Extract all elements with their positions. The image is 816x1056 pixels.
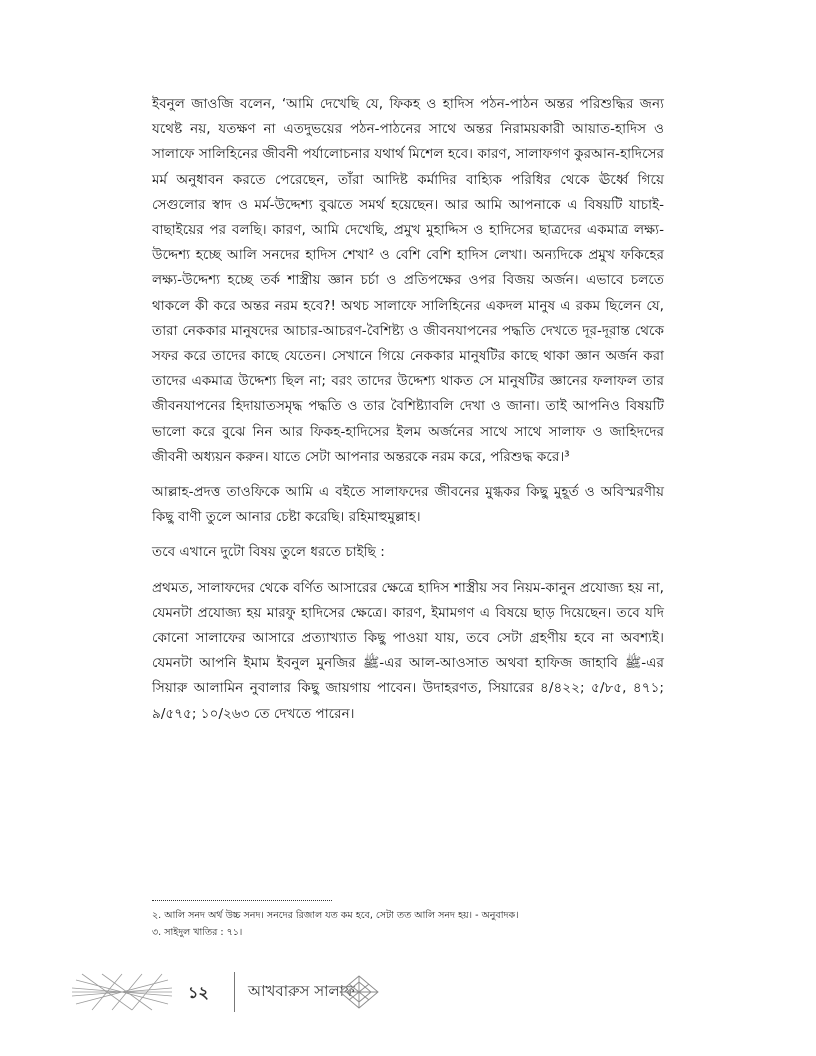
main-text (152, 92, 664, 727)
footer-divider (234, 972, 235, 1012)
footnotes (152, 900, 664, 941)
page-footer (0, 962, 816, 1022)
footnote-2: ২. আলি সনদ অর্থ উচ্চ সনদ। সনদের রিজাল যত কম হবে, সেটা তত আলি সনদ হয়। - অনুবাদক। (152, 910, 519, 921)
decorative-lines-icon (72, 970, 172, 1014)
paragraph-2: আল্লাহ-প্রদত্ত তাওফিকে আমি এ বইতে সালাফদের জীবনের মুগ্ধকর কিছু মুহূর্ত ও অবিস্মরণীয় কিছু বাণী তুলে আনার চেষ্টা করেছি। রহিমাহুমুল্লাহ। (152, 484, 664, 526)
footnote-divider (152, 900, 332, 901)
paragraph-1: ইবনুল জাওজি বলেন, ‘আমি দেখেছি যে, ফিকহ ও হাদিস পঠন-পাঠন অন্তর পরিশুদ্ধির জন্য যথেষ্ট নয়, যতক্ষণ না এতদুভয়ের পঠন-পাঠনের সাথে অন্তর নিরাময়কারী আয়াত-হাদিস ও সালাফে সালিহিনের জীবনী পর্যালোচনার যথার্থ মিশেল হবে। কারণ, সালাফগণ কুরআন-হাদিসের মর্ম অনুধাবন করতে পেরেছেন, তাঁরা আদিষ্ট কর্মাদির বাহ্যিক পরিধির থেকে ঊর্ধ্বে গিয়ে সেগুলোর স্বাদ ও মর্ম-উদ্দেশ্য বুঝতে সমর্থ হয়েছেন। আর আমি আপনাকে এ বিষয়টি যাচাই-বাছাইয়ের পর বলছি। কারণ, আমি দেখেছি, প্রমুখ মুহাদ্দিস ও হাদিসের ছাত্রদের একমাত্র লক্ষ্য-উদ্দেশ্য হচ্ছে আলি সনদের হাদিস শেখা² ও বেশি বেশি হাদিস লেখা। অন্যদিকে প্রমুখ ফকিহের লক্ষ্য-উদ্দেশ্য হচ্ছে তর্ক শাস্ত্রীয় জ্ঞান চর্চা ও প্রতিপক্ষের ওপর বিজয় অর্জন। এভাবে চলতে থাকলে কী করে অন্তর নরম হবে?! অথচ সালাফে সালিহিনের একদল মানুষ এ রকম ছিলেন যে, তারা নেককার মানুষদের আচার-আচরণ-বৈশিষ্ট্য ও জীবনযাপনের পদ্ধতি দেখতে দূর-দূরান্ত থেকে সফর করে তাদের কাছে যেতেন। সেখানে গিয়ে নেককার মানুষটির কাছে থাকা জ্ঞান অর্জন করা তাদের একমাত্র উদ্দেশ্য ছিল না; বরং তাদের উদ্দেশ্য থাকত সে মানুষটির জ্ঞানের ফলাফল তার জীবনযাপনের হিদায়াতসমৃদ্ধ পদ্ধতি ও তার বৈশিষ্ট্যাবলি দেখা ও জানা। তাই আপনিও বিষয়টি ভালো করে বুঝে নিন আর ফিকহ-হাদিসের ইলম অর্জনের সাথে সাথে সালাফ ও জাহিদদের জীবনী অধ্যয়ন করুন। যাতে সেটা আপনার অন্তরকে নরম করে, পরিশুদ্ধ করে।³ (152, 96, 664, 465)
book-title: আখবারুস সালাফ (248, 982, 355, 1000)
page-number: ১২ (188, 983, 209, 1002)
ornament-icon (338, 974, 380, 1010)
paragraph-3: তবে এখানে দুটো বিষয় তুলে ধরতে চাইছি : (152, 544, 385, 561)
footnote-3: ৩. সাইদুল খাতির : ৭১। (152, 927, 243, 938)
paragraph-4: প্রথমত, সালাফদের থেকে বর্ণিত আসারের ক্ষেত্রে হাদিস শাস্ত্রীয় সব নিয়ম-কানুন প্রযোজ্য হয় না, যেমনটা প্রযোজ্য হয় মারফু হাদিসের ক্ষেত্রে। কারণ, ইমামগণ এ বিষয়ে ছাড় দিয়েছেন। তবে যদি কোনো সালাফের আসারে প্রত্যাখ্যাত কিছু পাওয়া যায়, তবে সেটা গ্রহণীয় হবে না অবশ্যই। যেমনটা আপনি ইমাম ইবনুল মুনজির ﷺ-এর আল-আওসাত অথবা হাফিজ জাহাবি ﷺ-এর সিয়ারু আলামিন নুবালার কিছু জায়গায় পাবেন। উদাহরণত, সিয়ারের ৪/৪২২; ৫/৮৫, ৪৭১; ৯/৫৭৫; ১০/২৬৩ তে দেখতে পারেন। (152, 579, 664, 722)
